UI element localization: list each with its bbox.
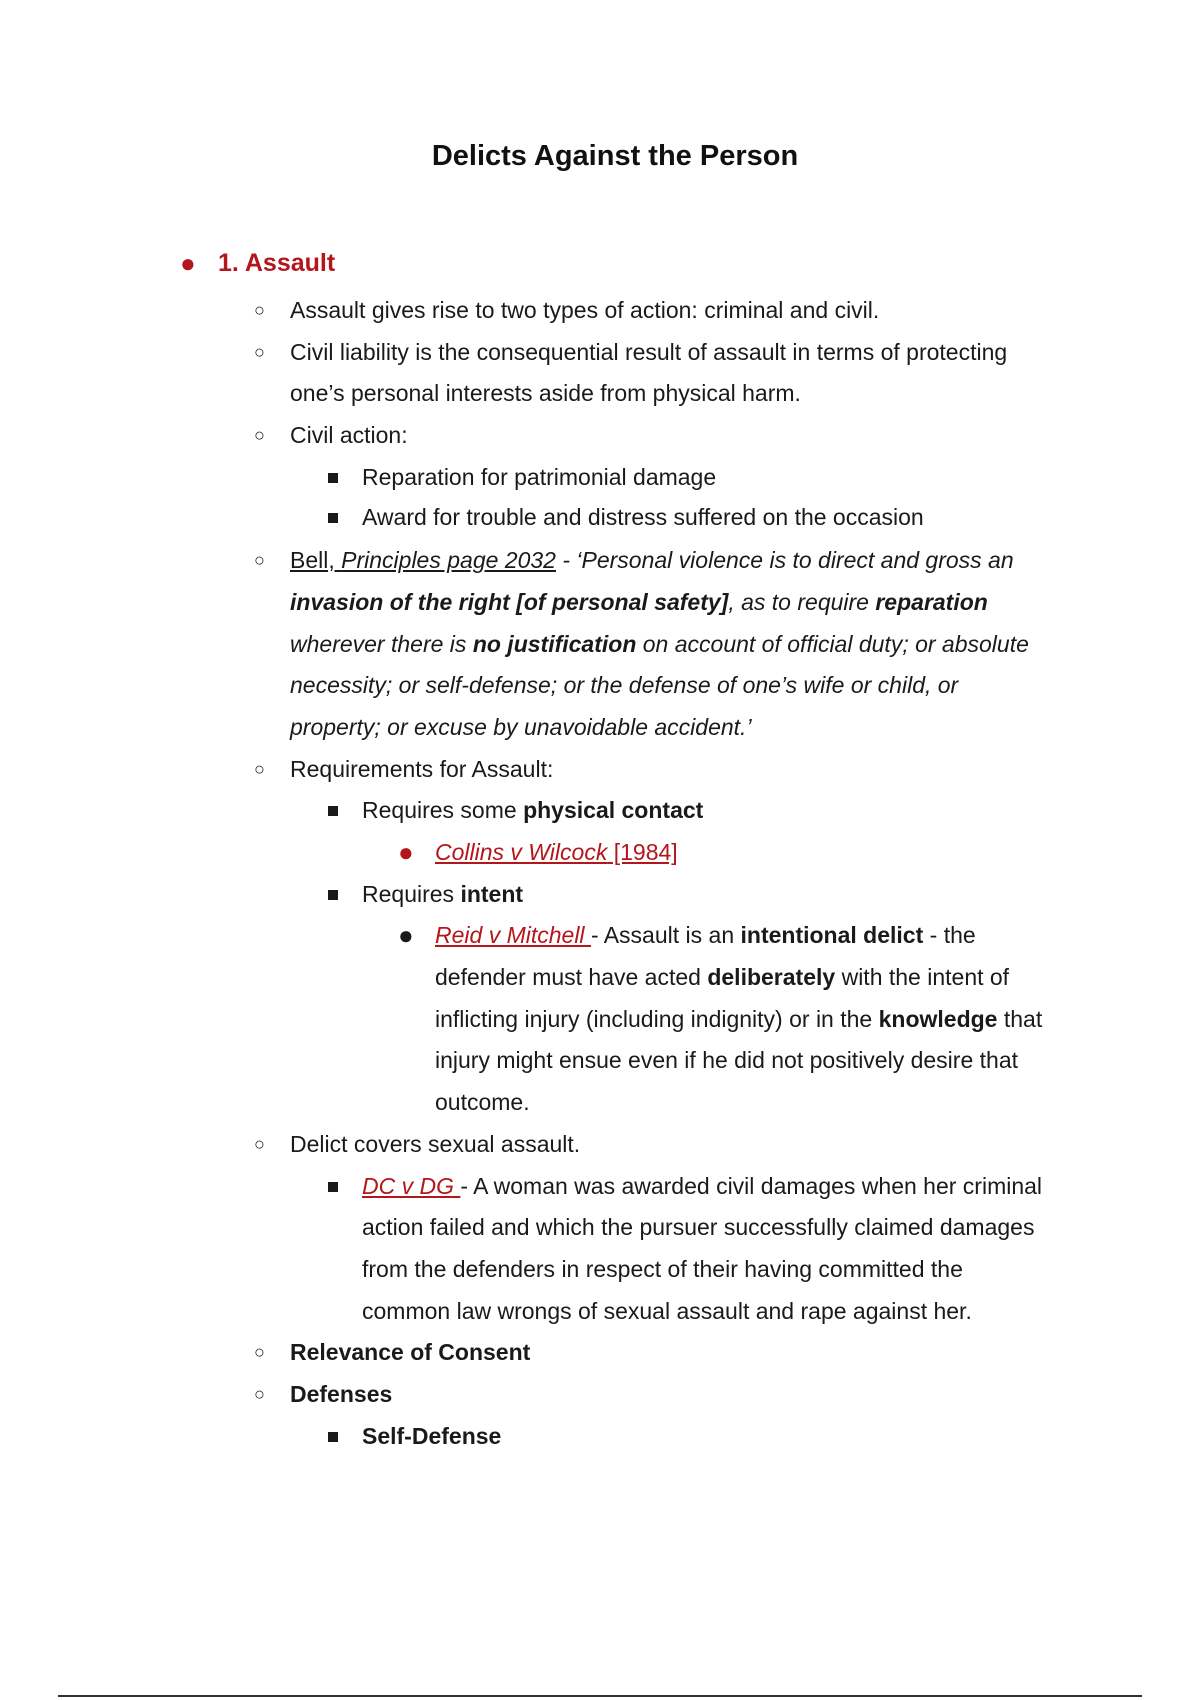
list-item: Award for trouble and distress suffered on the occasion [362, 504, 924, 530]
case-link-dc[interactable]: DC v DG [362, 1173, 461, 1199]
bell-quote-line: Bell, Principles page 2032 - ‘Personal violence is to direct and gross an [290, 547, 1014, 573]
square-bullet-icon [328, 795, 338, 825]
circle-bullet-icon: ○ [254, 759, 265, 779]
bell-citation-link[interactable]: Bell, Principles page 2032 [290, 547, 556, 573]
list-item: Assault gives rise to two types of action: criminal and civil. [290, 297, 880, 323]
square-bullet-icon [328, 462, 338, 492]
circle-bullet-icon: ○ [254, 1342, 265, 1362]
dc-text-line: DC v DG - A woman was awarded civil damages when her criminal [362, 1173, 1043, 1199]
square-bullet-icon [328, 1171, 338, 1201]
bell-quote-line: property; or excuse by unavoidable accident.’ [290, 714, 752, 740]
list-item: Relevance of Consent [290, 1339, 531, 1365]
circle-bullet-icon: ○ [254, 1384, 265, 1404]
list-item: Civil liability is the consequential result of assault in terms of protecting [290, 339, 1008, 365]
list-item: Requires intent [362, 881, 524, 907]
list-item: Civil action: [290, 422, 408, 448]
dc-text-line: common law wrongs of sexual assault and rape against her. [362, 1298, 972, 1324]
circle-bullet-icon: ○ [254, 300, 265, 320]
bell-quote-line: necessity; or self-defense; or the defense of one’s wife or child, or [290, 672, 959, 698]
bell-quote-line: wherever there is no justification on account of official duty; or absolute [290, 631, 1029, 657]
bell-quote-line: invasion of the right [of personal safety], as to require reparation [290, 589, 988, 615]
circle-bullet-icon: ○ [254, 550, 265, 570]
list-item: Defenses [290, 1381, 393, 1407]
reid-text-line: defender must have acted deliberately with the intent of [435, 964, 1010, 990]
list-item: Reparation for patrimonial damage [362, 464, 717, 490]
list-item: Delict covers sexual assault. [290, 1131, 581, 1157]
reid-text-line: Reid v Mitchell - Assault is an intentional delict - the [435, 922, 976, 948]
circle-bullet-icon: ○ [254, 425, 265, 445]
disc-bullet-icon: ● [180, 248, 196, 278]
reid-text-line: outcome. [435, 1089, 530, 1115]
square-bullet-icon [328, 502, 338, 532]
disc-bullet-icon: ● [398, 920, 414, 950]
circle-bullet-icon: ○ [254, 342, 265, 362]
list-item: Requirements for Assault: [290, 756, 554, 782]
list-item: Requires some physical contact [362, 797, 704, 823]
reid-text-line: injury might ensue even if he did not positively desire that [435, 1047, 1018, 1073]
list-item-continuation: one’s personal interests aside from physical harm. [290, 380, 801, 406]
reid-text-line: inflicting injury (including indignity) or in the knowledge that [435, 1006, 1043, 1032]
circle-bullet-icon: ○ [254, 1134, 265, 1154]
section-heading-assault: 1. Assault [218, 249, 336, 277]
page-bottom-rule [58, 1695, 1142, 1697]
list-item: Self-Defense [362, 1423, 502, 1449]
dc-text-line: from the defenders in respect of their having committed the [362, 1256, 963, 1282]
disc-bullet-icon: ● [398, 837, 414, 867]
case-link-collins[interactable]: Collins v Wilcock [1984] [435, 839, 678, 865]
case-link-reid[interactable]: Reid v Mitchell [435, 922, 591, 948]
square-bullet-icon [328, 1421, 338, 1451]
dc-text-line: action failed and which the pursuer successfully claimed damages [362, 1214, 1035, 1240]
page-title: Delicts Against the Person [431, 140, 799, 172]
square-bullet-icon [328, 879, 338, 909]
